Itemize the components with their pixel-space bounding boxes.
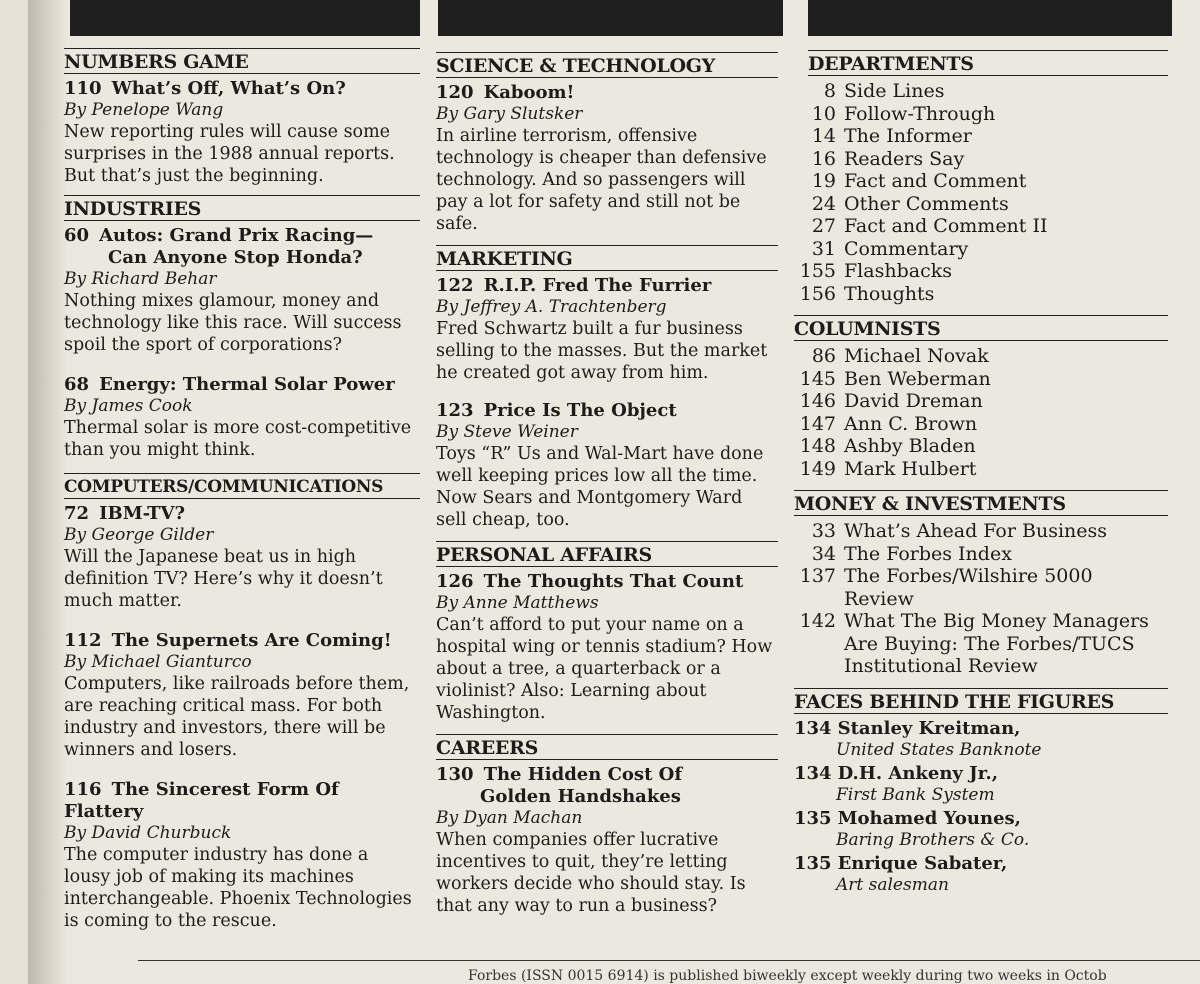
list-item[interactable] <box>794 345 1168 368</box>
list-item[interactable] <box>794 215 1168 238</box>
section-heading-careers: CAREERS <box>436 734 778 760</box>
item-title: Ann C. Brown <box>844 412 978 435</box>
page-number: 116 <box>64 779 102 800</box>
page-number: 155 <box>799 260 836 282</box>
article-energy[interactable] <box>64 374 420 461</box>
list-item[interactable] <box>794 565 1168 610</box>
list-item[interactable] <box>794 763 1168 806</box>
article-title-continued: Can Anyone Stop Honda? <box>108 247 363 268</box>
page-number: 34 <box>811 542 836 565</box>
money-list <box>794 520 1168 678</box>
article-byline: By Michael Gianturco <box>64 652 252 672</box>
page-number: 110 <box>64 78 102 99</box>
affiliation: United States Banknote <box>836 739 1042 760</box>
article-title: Autos: Grand Prix Racing— <box>99 225 374 246</box>
affiliation: Art salesman <box>836 874 949 895</box>
article-byline: By Richard Behar <box>64 269 217 289</box>
section-heading-numbers-game: NUMBERS GAME <box>64 48 420 74</box>
page-number: 31 <box>811 237 836 260</box>
list-item[interactable] <box>794 170 1168 193</box>
item-title: David Dreman <box>844 390 983 412</box>
page-fold-shadow <box>28 0 68 984</box>
page-number: 147 <box>799 412 836 435</box>
page-number: 14 <box>811 125 836 147</box>
list-item[interactable] <box>794 103 1168 126</box>
page-number: 19 <box>811 170 836 192</box>
page-number: 16 <box>811 147 836 170</box>
person-name: Mohamed Younes, <box>837 807 1021 829</box>
item-title: What The Big Money Managers Are Buying: The Forbes/TUCS Institutional Review <box>844 610 1149 677</box>
article-title: The Hidden Cost Of <box>483 764 683 785</box>
article-description: The computer industry has done a lousy job of making its machines interchangeable. Phoenix Technologies is coming to the rescue. <box>64 845 412 931</box>
list-item[interactable] <box>794 238 1168 261</box>
item-title: Ben Weberman <box>844 367 991 390</box>
article-description: Toys “R” Us and Wal-Mart have done well keeping prices low all the time. Now Sears and Montgomery Ward sell cheap, too. <box>436 444 764 530</box>
article-description: Will the Japanese beat us in high definition TV? Here’s why it doesn’t much matter. <box>64 547 383 611</box>
item-title: What’s Ahead For Business <box>844 520 1108 542</box>
list-item[interactable] <box>794 125 1168 148</box>
page-number: 120 <box>436 82 474 103</box>
list-item[interactable] <box>794 80 1168 103</box>
page-number: 134 <box>794 717 832 739</box>
list-item[interactable] <box>794 260 1168 283</box>
page-number: 149 <box>799 457 836 480</box>
article-byline: By George Gilder <box>64 525 214 545</box>
page-number: 145 <box>799 367 836 390</box>
article-byline: By David Churbuck <box>64 823 232 843</box>
list-item[interactable] <box>794 413 1168 436</box>
item-title: The Informer <box>844 125 972 147</box>
article-title: Price Is The Object <box>483 400 677 421</box>
article-hidden-cost[interactable] <box>436 764 778 917</box>
page-number: 86 <box>811 345 836 367</box>
article-byline: By James Cook <box>64 396 193 416</box>
page-number: 135 <box>794 852 832 874</box>
article-ibm-tv[interactable] <box>64 503 420 612</box>
section-heading-industries: INDUSTRIES <box>64 195 420 221</box>
article-byline: By Anne Matthews <box>436 593 599 613</box>
page-number: 112 <box>64 630 102 651</box>
top-bar-right <box>808 0 1172 36</box>
article-autos[interactable] <box>64 225 420 356</box>
article-description: Thermal solar is more cost-competitive than you might think. <box>64 418 412 460</box>
affiliation: Baring Brothers & Co. <box>836 829 1030 850</box>
list-item[interactable] <box>794 435 1168 458</box>
page-number: 122 <box>436 275 474 296</box>
list-item[interactable] <box>794 368 1168 391</box>
item-title: Follow-Through <box>844 102 996 125</box>
middle-column <box>436 52 778 917</box>
left-column <box>64 48 420 932</box>
article-price-object[interactable] <box>436 400 778 531</box>
article-rip-fred[interactable] <box>436 275 778 384</box>
footer-text: Forbes (ISSN 0015 6914) is published biweekly except weekly during two weeks in Octob <box>468 968 1107 984</box>
article-byline: By Jeffrey A. Trachtenberg <box>436 297 667 317</box>
article-title-continued: Golden Handshakes <box>480 786 681 807</box>
page-number: 123 <box>436 400 474 421</box>
article-byline: By Steve Weiner <box>436 422 578 442</box>
page-number: 72 <box>64 503 90 524</box>
article-title: The Sincerest Form Of Flattery <box>64 779 339 822</box>
list-item[interactable] <box>794 853 1168 896</box>
article-title: The Supernets Are Coming! <box>111 630 392 651</box>
article-title: The Thoughts That Count <box>483 571 744 592</box>
affiliation: First Bank System <box>836 784 995 805</box>
item-title: Commentary <box>844 237 969 260</box>
article-description: Nothing mixes glamour, money and technology like this race. Will success spoil the sport of corporations? <box>64 291 402 355</box>
magazine-page <box>28 0 1200 984</box>
article-kaboom[interactable] <box>436 82 778 235</box>
section-heading-science-technology: SCIENCE & TECHNOLOGY <box>436 52 778 78</box>
article-title: Energy: Thermal Solar Power <box>99 374 395 395</box>
article-thoughts-count[interactable] <box>436 571 778 724</box>
section-heading-computers: COMPUTERS/COMMUNICATIONS <box>64 473 420 499</box>
page-number: 148 <box>799 435 836 457</box>
section-heading-departments: DEPARTMENTS <box>808 50 1168 76</box>
article-title: What’s Off, What’s On? <box>111 78 346 99</box>
article-title: R.I.P. Fred The Furrier <box>483 275 712 296</box>
article-description: Computers, like railroads before them, are reaching critical mass. For both industry and investors, there will be winners and losers. <box>64 674 410 760</box>
page-number: 142 <box>799 610 836 632</box>
page-number: 146 <box>799 390 836 412</box>
item-title: The Forbes Index <box>844 542 1012 565</box>
item-title: The Forbes/Wilshire 5000 Review <box>844 565 1093 610</box>
top-bar-middle <box>438 0 783 36</box>
list-item[interactable] <box>794 283 1168 306</box>
list-item[interactable] <box>794 148 1168 171</box>
section-heading-faces: FACES BEHIND THE FIGURES <box>794 688 1168 714</box>
item-title: Flashbacks <box>844 260 952 282</box>
section-heading-money-investments: MONEY & INVESTMENTS <box>794 490 1168 516</box>
list-item[interactable] <box>794 610 1168 678</box>
page-number: 134 <box>794 762 832 784</box>
article-description: Fred Schwartz built a fur business selling to the masses. But the market he created got away from him. <box>436 319 768 383</box>
article-whats-off[interactable] <box>64 78 420 187</box>
page-number: 8 <box>823 80 836 102</box>
item-title: Fact and Comment <box>844 170 1027 192</box>
article-sincerest-form[interactable] <box>64 779 420 932</box>
article-byline: By Penelope Wang <box>64 100 224 120</box>
page-number: 27 <box>811 215 836 237</box>
list-item[interactable] <box>794 458 1168 481</box>
page-number: 10 <box>811 102 836 125</box>
article-title: IBM-TV? <box>99 503 186 524</box>
section-heading-marketing: MARKETING <box>436 245 778 271</box>
page-number: 60 <box>64 225 90 246</box>
section-heading-columnists: COLUMNISTS <box>794 315 1168 341</box>
departments-list <box>794 80 1168 305</box>
article-title: Kaboom! <box>483 82 575 103</box>
list-item[interactable] <box>794 718 1168 761</box>
person-name: Enrique Sabater, <box>837 852 1008 874</box>
article-description: New reporting rules will cause some surprises in the 1988 annual reports. But that’s just the beginning. <box>64 122 395 186</box>
top-bar-left <box>70 0 420 36</box>
list-item[interactable] <box>794 808 1168 851</box>
columnists-list <box>794 345 1168 480</box>
item-title: Mark Hulbert <box>844 457 977 480</box>
list-item[interactable] <box>794 390 1168 413</box>
list-item[interactable] <box>794 543 1168 566</box>
article-description: When companies offer lucrative incentives to quit, they’re letting workers decide who should stay. Is that any way to run a business? <box>436 830 746 916</box>
right-column <box>794 50 1168 896</box>
page-number: 156 <box>799 282 836 305</box>
page-number: 126 <box>436 571 474 592</box>
page-number: 135 <box>794 807 832 829</box>
item-title: Side Lines <box>844 80 945 102</box>
item-title: Readers Say <box>844 147 965 170</box>
item-title: Thoughts <box>844 282 935 305</box>
article-description: Can’t afford to put your name on a hospital wing or tennis stadium? How about a tree, a quarterback or a violinist? Also: Learning about Washington. <box>436 615 773 723</box>
person-name: D.H. Ankeny Jr., <box>837 762 999 784</box>
person-name: Stanley Kreitman, <box>837 717 1021 739</box>
footer-rule <box>138 960 1200 961</box>
article-byline: By Gary Slutsker <box>436 104 583 124</box>
item-title: Ashby Bladen <box>844 435 976 457</box>
page-number: 137 <box>799 565 836 587</box>
page-number: 130 <box>436 764 474 785</box>
article-description: In airline terrorism, offensive technology is cheaper than defensive technology. And so passengers will pay a lot for safety and still not be safe. <box>436 126 767 234</box>
item-title: Other Comments <box>844 192 1009 215</box>
page-number: 68 <box>64 374 90 395</box>
list-item[interactable] <box>794 193 1168 216</box>
article-supernets[interactable] <box>64 630 420 761</box>
faces-list <box>794 718 1168 896</box>
item-title: Michael Novak <box>844 345 989 367</box>
page-number: 33 <box>811 520 836 542</box>
section-heading-personal-affairs: PERSONAL AFFAIRS <box>436 541 778 567</box>
list-item[interactable] <box>794 520 1168 543</box>
item-title: Fact and Comment II <box>844 215 1048 237</box>
article-byline: By Dyan Machan <box>436 808 583 828</box>
page-number: 24 <box>811 192 836 215</box>
